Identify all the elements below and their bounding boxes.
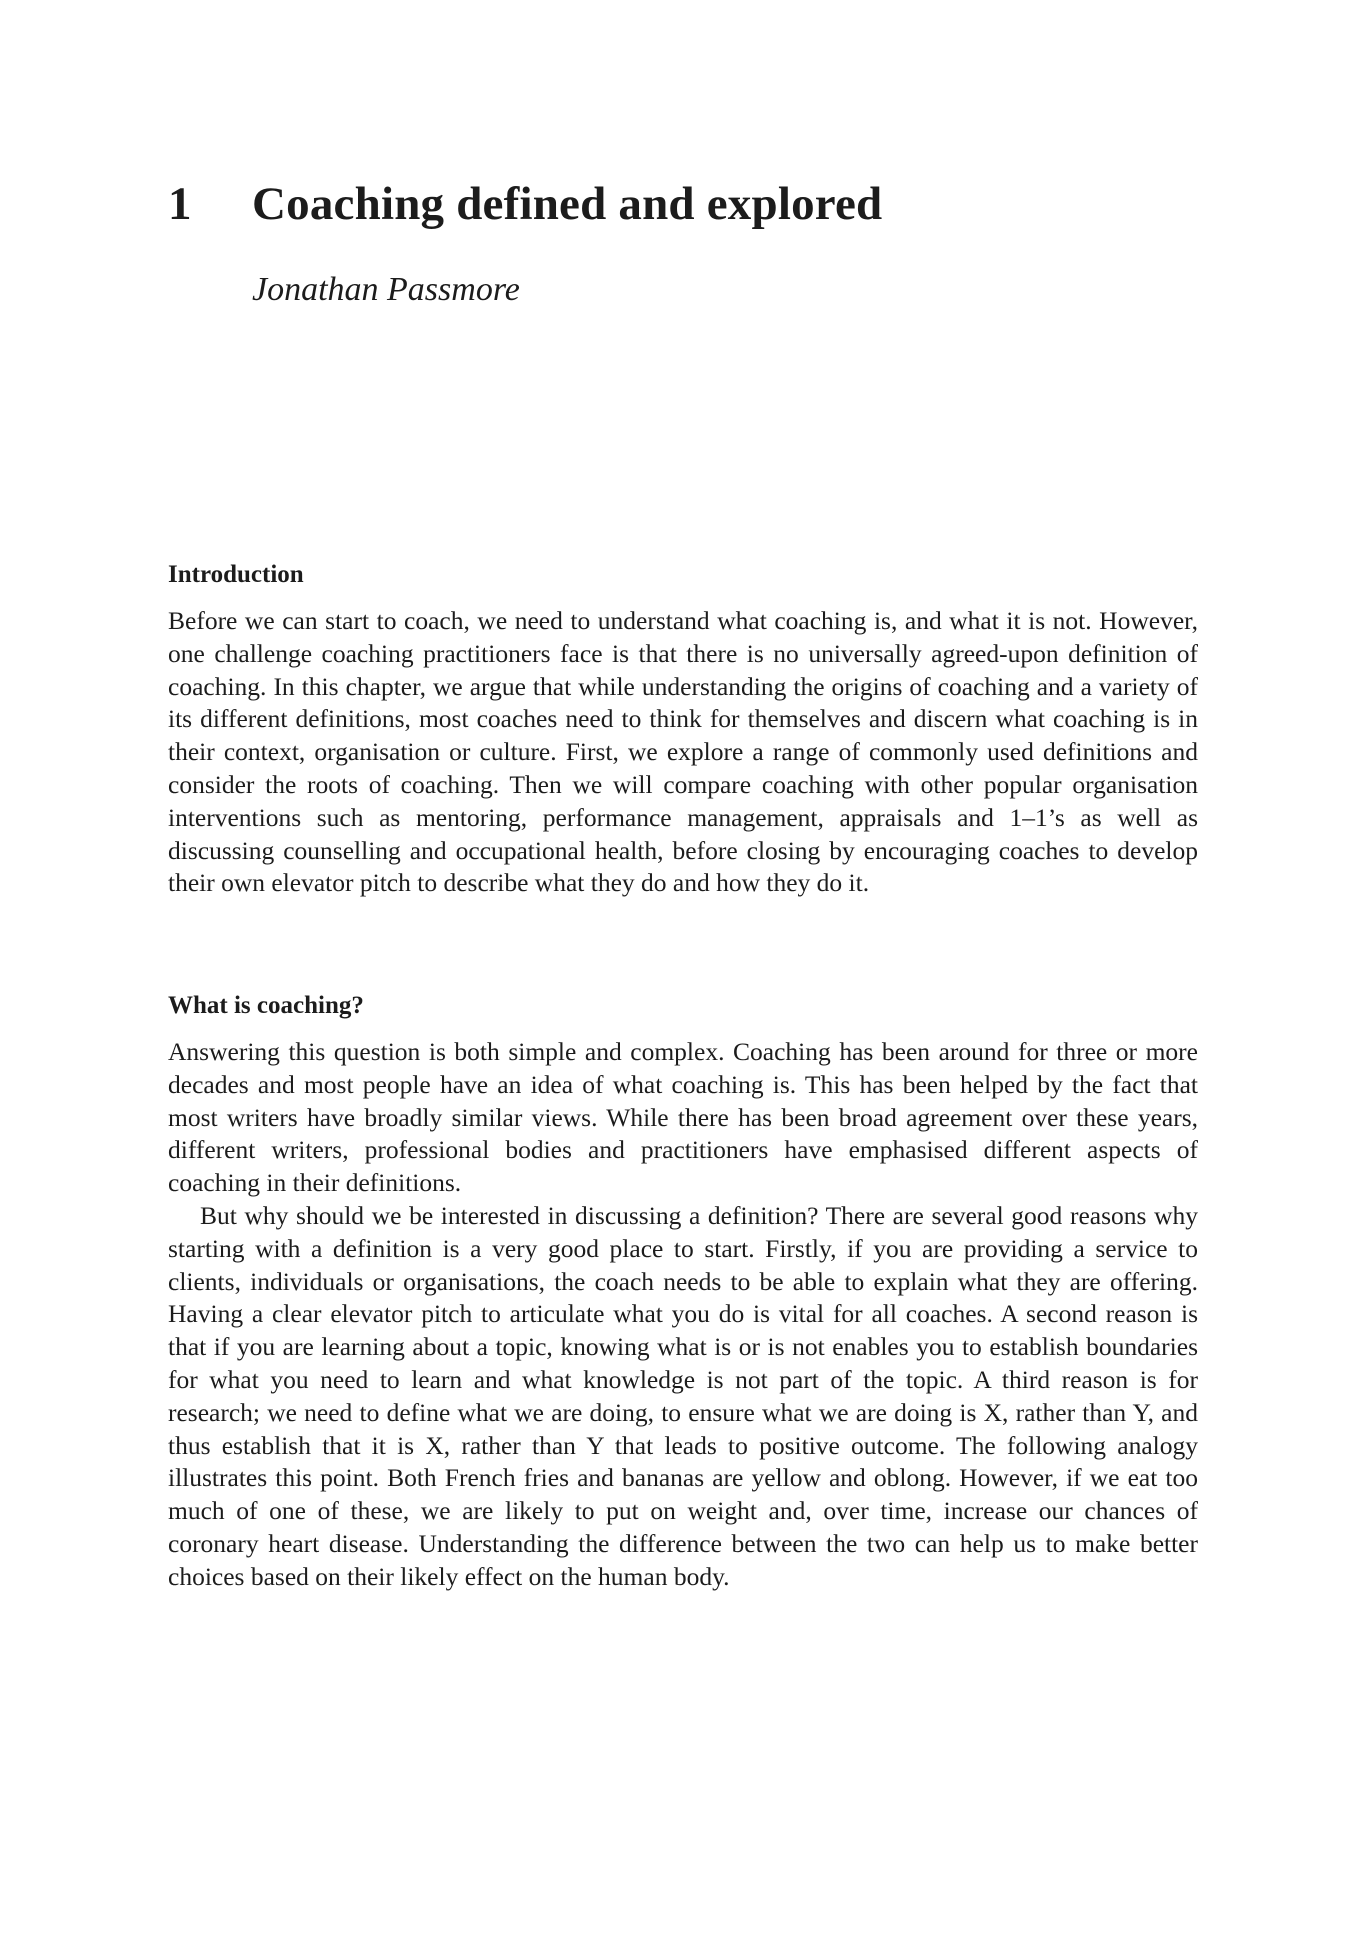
introduction-paragraph: Before we can start to coach, we need to understand what coaching is, and what it is not. However, one challenge coaching practitioners face is that there is no universally agreed-upon definition of coaching. In this chapter, we argue that while understanding the origins of coaching and a variety of its different definitions, most coaches need to think for themselves and discern what coaching is in their context, organisation or culture. First, we explore a range of commonly used definitions and consider the roots of coaching. Then we will compare coaching with other popular organisation interventions such as mentoring, performance management, appraisals and 1–1’s as well as discussing counselling and occupational health, before closing by encouraging coaches to develop their own elevator pitch to describe what they do and how they do it.: [168, 606, 1198, 898]
chapter-number: 1: [168, 178, 192, 230]
chapter-title: Coaching defined and explored: [252, 178, 883, 230]
what-is-coaching-paragraph-1: Answering this question is both simple and complex. Coaching has been around for three or more decades and most people have an idea of what coaching is. This has been helped by the fact that most writers have broadly similar views. While there has been broad agreement over these years, different writers, professional bodies and practitioners have emphasised different aspects of coaching in their definitions.: [168, 1037, 1198, 1198]
what-is-coaching-paragraph-2: But why should we be interested in discussing a definition? There are several good reasons why starting with a definition is a very good place to start. Firstly, if you are providing a service to clients, individuals or organisations, the coach needs to be able to explain what they are offering. Having a clear elevator pitch to articulate what you do is vital for all coaches. A second reason is that if you are learning about a topic, knowing what is or is not enables you to establish boundaries for what you need to learn and what knowledge is not part of the topic. A third reason is for research; we need to define what we are doing, to ensure what we are doing is X, rather than Y, and thus establish that it is X, rather than Y that leads to positive outcome. The following analogy illustrates this point. Both French fries and bananas are yellow and oblong. However, if we eat too much of one of these, we are likely to put on weight and, over time, increase our chances of coronary heart disease. Understanding the difference between the two can help us to make better choices based on their likely effect on the human body.: [168, 1201, 1198, 1591]
chapter-author: Jonathan Passmore: [252, 271, 520, 308]
section-heading-what-is-coaching: What is coaching?: [168, 992, 364, 1019]
section-heading-introduction: Introduction: [168, 561, 304, 588]
chapter-heading: [168, 175, 882, 233]
